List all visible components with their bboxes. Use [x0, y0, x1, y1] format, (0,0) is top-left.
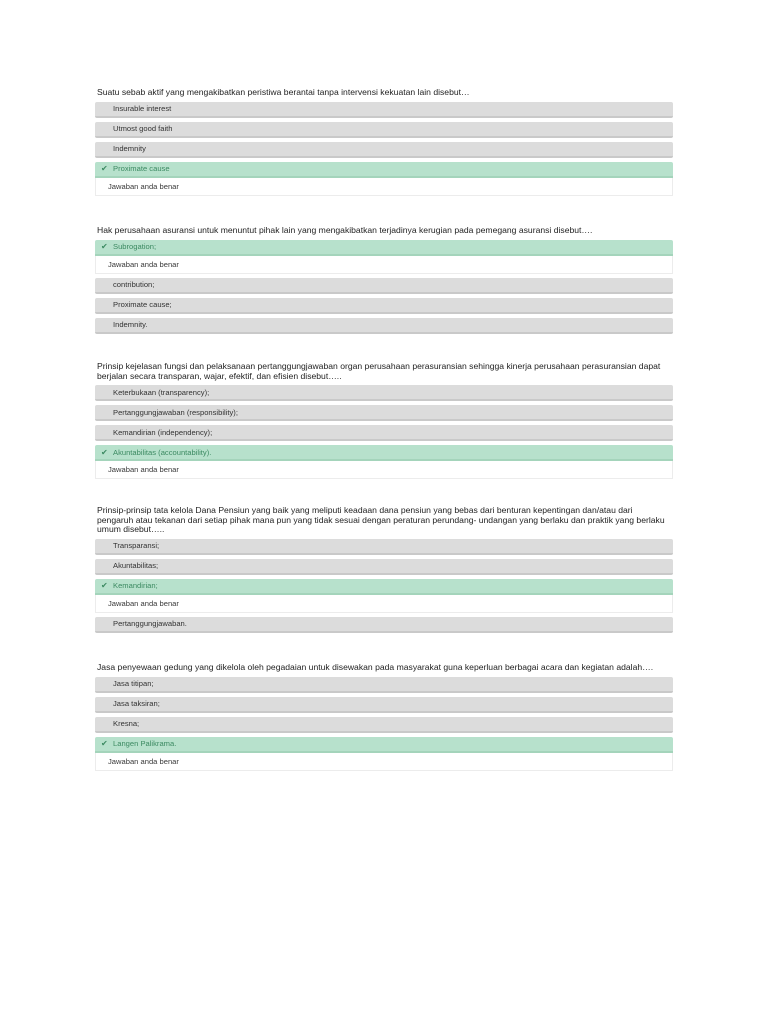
check-icon: ✔ — [101, 164, 108, 173]
answer-option[interactable] — [95, 298, 673, 314]
option-label: Transparansi; — [113, 541, 160, 550]
option-label: Akuntabilitas; — [113, 561, 159, 570]
answer-option[interactable] — [95, 539, 673, 555]
feedback-correct: Jawaban anda benar — [95, 256, 673, 274]
answer-option[interactable] — [95, 425, 673, 441]
question-block-5 — [95, 663, 673, 775]
question-block-1 — [95, 88, 673, 200]
feedback-correct: Jawaban anda benar — [95, 178, 673, 196]
answer-option[interactable] — [95, 385, 673, 401]
answer-option[interactable] — [95, 559, 673, 575]
option-label: Jasa titipan; — [113, 679, 154, 688]
answer-option-correct[interactable] — [95, 445, 673, 461]
option-label: Langen Palikrama. — [113, 739, 177, 748]
answer-option[interactable] — [95, 102, 673, 118]
check-icon: ✔ — [101, 242, 108, 251]
question-block-4 — [95, 506, 673, 637]
option-label: Kemandirian; — [113, 581, 158, 590]
option-label: contribution; — [113, 280, 155, 289]
option-label: Jasa taksiran; — [113, 699, 160, 708]
question-text: Prinsip kejelasan fungsi dan pelaksanaan pertanggungjawaban organ perusahaan perasuransian sehingga kinerja perusahaan perasuransian dapat berjalan secara transparan, wajar, efektif, dan efisien disebut….. — [97, 361, 661, 381]
answer-option[interactable] — [95, 405, 673, 421]
check-icon: ✔ — [101, 447, 108, 457]
answer-option[interactable] — [95, 697, 673, 713]
option-label: Indemnity — [113, 144, 146, 153]
answer-option[interactable] — [95, 122, 673, 138]
option-label: Pertanggungjawaban. — [113, 619, 187, 628]
answer-option-correct[interactable] — [95, 162, 673, 178]
answer-option-correct[interactable] — [95, 240, 673, 256]
question-text: Suatu sebab aktif yang mengakibatkan peristiwa berantai tanpa intervensi kekuatan lain disebut… — [97, 87, 470, 97]
question-block-3 — [95, 362, 673, 483]
answer-option[interactable] — [95, 318, 673, 334]
option-label: Pertanggungjawaban (responsibility); — [113, 407, 238, 417]
question-text: Prinsip-prinsip tata kelola Dana Pensiun yang baik yang meliputi keadaan dana pensiun yang bebas dari benturan kepentingan dan/atau dari pengaruh atau tekanan dari setiap pihak mana pun yang tidak sesuai dengan peraturan perundang- undangan yang berlaku dan praktik yang berlaku umum disebut….. — [97, 505, 665, 534]
option-label: Keterbukaan (transparency); — [113, 387, 210, 397]
question-text: Hak perusahaan asuransi untuk menuntut pihak lain yang mengakibatkan terjadinya kerugian pada pemegang asuransi disebut…. — [97, 225, 593, 235]
feedback-correct: Jawaban anda benar — [95, 461, 673, 479]
question-block-2 — [95, 226, 673, 338]
answer-option[interactable] — [95, 278, 673, 294]
answer-option[interactable] — [95, 677, 673, 693]
answer-option[interactable] — [95, 617, 673, 633]
option-label: Proximate cause — [113, 164, 170, 173]
option-label: Proximate cause; — [113, 300, 172, 309]
answer-option-correct[interactable] — [95, 737, 673, 753]
feedback-correct: Jawaban anda benar — [95, 753, 673, 771]
check-icon: ✔ — [101, 739, 108, 748]
option-label: Insurable interest — [113, 104, 172, 113]
option-label: Kresna; — [113, 719, 140, 728]
answer-option[interactable] — [95, 717, 673, 733]
option-label: Subrogation; — [113, 242, 157, 251]
option-label: Kemandirian (independency); — [113, 427, 213, 437]
option-label: Akuntabilitas (accountability). — [113, 447, 212, 457]
answer-option[interactable] — [95, 142, 673, 158]
check-icon: ✔ — [101, 581, 108, 590]
option-label: Indemnity. — [113, 320, 148, 329]
option-label: Utmost good faith — [113, 124, 173, 133]
question-text: Jasa penyewaan gedung yang dikelola oleh pegadaian untuk disewakan pada masyarakat guna keperluan berbagai acara dan kegiatan adalah…. — [97, 662, 654, 672]
feedback-correct: Jawaban anda benar — [95, 595, 673, 613]
answer-option-correct[interactable] — [95, 579, 673, 595]
